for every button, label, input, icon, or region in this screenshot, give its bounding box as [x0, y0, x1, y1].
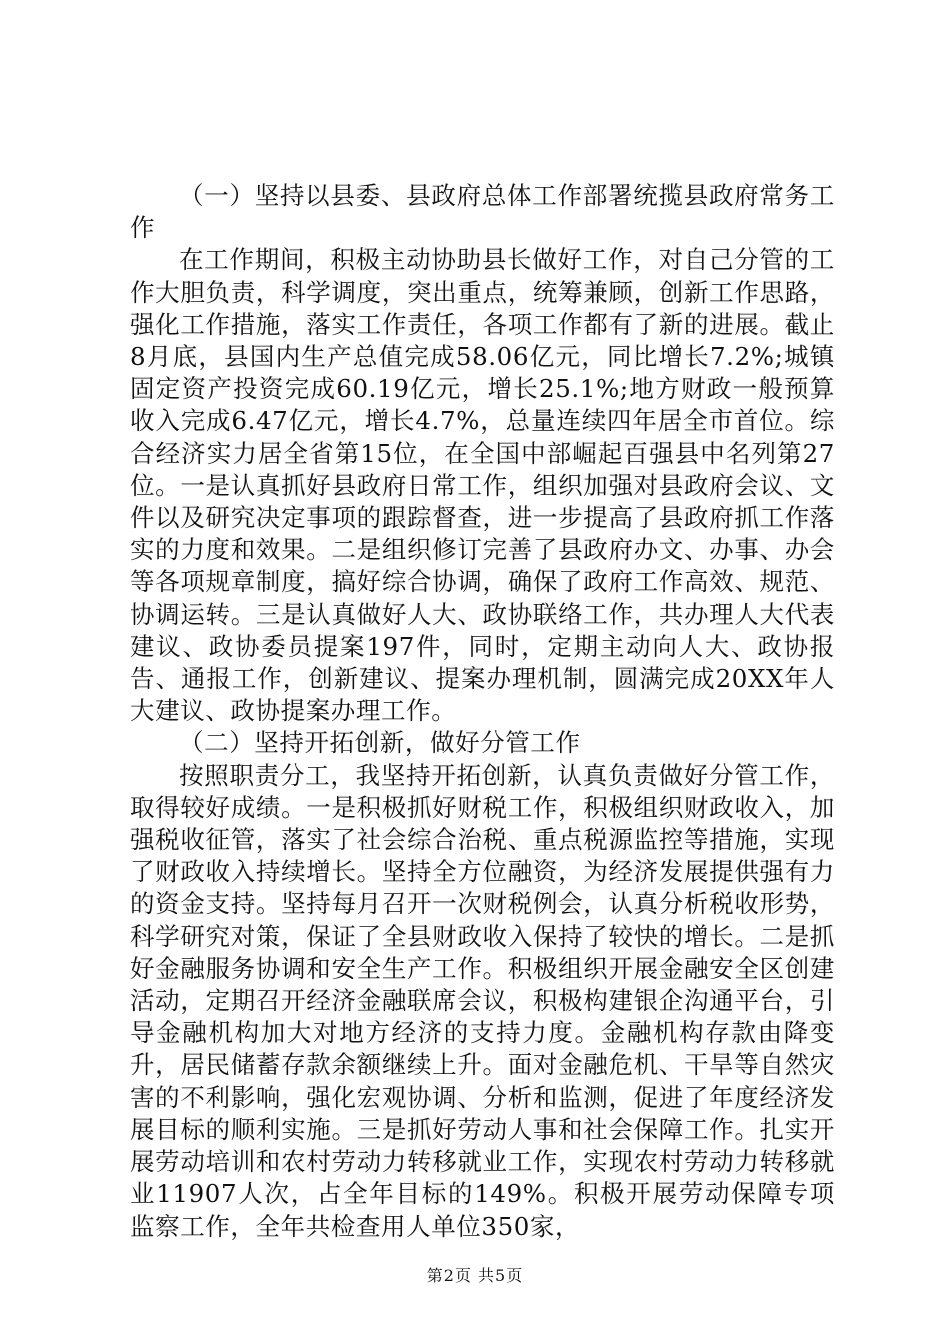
document-body	[130, 180, 835, 1243]
section-heading-1: （一）坚持以县委、县政府总体工作部署统揽县政府常务工作	[130, 181, 835, 243]
page-number-footer: 第2页 共5页	[426, 1266, 524, 1285]
body-paragraph-2: 按照职责分工，我坚持开拓创新，认真负责做好分管工作，取得较好成绩。一是积极抓好财税工作，积极组织财政收入，加强税收征管，落实了社会综合治税、重点税源监控等措施，实现了财政收入持续增长。坚持全方位融资，为经济发展提供强有力的资金支持。坚持每月召开一次财税例会，认真分析税收形势，科学研究对策，保证了全县财政收入保持了较快的增长。二是抓好金融服务协调和安全生产工作。积极组织开展金融安全区创建活动，定期召开经济金融联席会议，积极构建银企沟通平台，引导金融机构加大对地方经济的支持力度。金融机构存款由降变升，居民储蓄存款余额继续上升。面对金融危机、干旱等自然灾害的不利影响，强化宏观协调、分析和监测，促进了年度经济发展目标的顺利实施。三是抓好劳动人事和社会保障工作。扎实开展劳动培训和农村劳动力转移就业工作，实现农村劳动力转移就业11907人次，占全年目标的149%。积极开展劳动保障专项监察工作，全年共检查用人单位350家，	[130, 760, 835, 1241]
section-heading-2: （二）坚持开拓创新，做好分管工作	[179, 728, 581, 758]
body-paragraph-1: 在工作期间，积极主动协助县长做好工作，对自己分管的工作大胆负责，科学调度，突出重点，统筹兼顾，创新工作思路，强化工作措施，落实工作责任，各项工作都有了新的进展。截止8月底，县国内生产总值完成58.06亿元，同比增长7.2%;城镇固定资产投资完成60.19亿元，增长25.1%;地方财政一般预算收入完成6.47亿元，增长4.7%，总量连续四年居全市首位。综合经济实力居全省第15位，在全国中部崛起百强县中名列第27位。一是认真抓好县政府日常工作，组织加强对县政府会议、文件以及研究决定事项的跟踪督查，进一步提高了县政府抓工作落实的力度和效果。二是组织修订完善了县政府办文、办事、办会等各项规章制度，搞好综合协调，确保了政府工作高效、规范、协调运转。三是认真做好人大、政协联络工作，共办理人大代表建议、政协委员提案197件，同时，定期主动向人大、政协报告、通报工作，创新建议、提案办理机制，圆满完成20XX年人大建议、政协提案办理工作。	[130, 245, 835, 726]
